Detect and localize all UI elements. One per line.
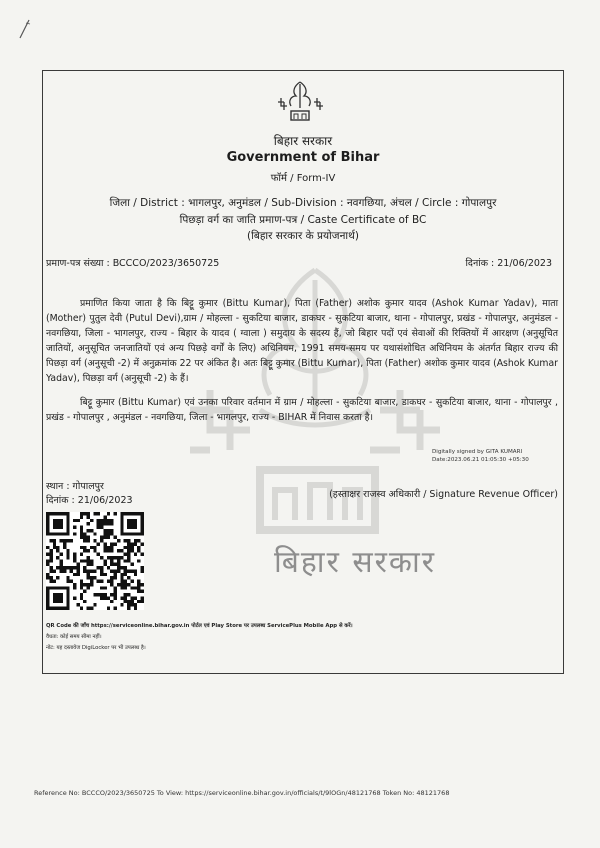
reference-footer: Reference No: BCCCO/2023/3650725 To View: https://serviceonline.bihar.gov.in/officials/t/9lOGn/48121768 Token No: 48121768: [34, 789, 450, 797]
district-line: जिला / District : भागलपुर, अनुमंडल / Sub-Division : नवगछिया, अंचल / Circle : गोपालपुर: [109, 197, 497, 209]
signature-officer: (हस्ताक्षर राजस्व अधिकारी / Signature Revenue Officer): [329, 489, 558, 500]
digital-signer: Digitally signed by GITA KUMARI: [432, 449, 523, 455]
place-label: स्थान : गोपालपुर: [46, 481, 104, 492]
certificate-paragraph-1: प्रमाणित किया जाता है कि बिट्टू कुमार (Bittu Kumar), पिता (Father) अशोक कुमार यादव (Ashok Kumar Yadav), माता (Mother) पुतुल देवी (Putul Devi),ग्राम / मोहल्ला - सुकटिया बाजार, डाकघर - सुकटिया बाजार, थाना - गोपालपुर, प्रखंड - गोपालपुर, अनुमंडल - नवगछिया, जिला - भागलपुर, राज्य - बिहार के यादव ( ग्वाला ) समुदाय के सदस्य हैं, जो बिहार पदों एवं सेवाओं की रिक्तियों में आरक्षण (अनुसूचित जातियों, अनुसूचित जनजातियों एवं अन्य पिछड़े वर्गों के लिए) अधिनियम, 1991 समय-समय पर यथासंशोधित अधिनियम के अंतर्गत बिहार राज्य की पिछड़ा वर्ग (अनुसूची -2) में अनुक्रमांक 22 पर अंकित है। अतः बिट्टू कुमार (Bittu Kumar), पिता (Father) अशोक कुमार यादव (Ashok Kumar Yadav), पिछड़ा वर्ग (अनुसूची -2) के हैं।: [46, 298, 558, 384]
issue-date-label: दिनांक : 21/06/2023: [46, 495, 133, 506]
qr-verify-note: QR Code की जाँच https://serviceonline.bihar.gov.in पोर्टल एवं Play Store पर उपलब्ध ServicePlus Mobile App से करें।: [46, 623, 353, 629]
certificate-paragraph-2: बिट्टू कुमार (Bittu Kumar) एवं उनका परिवार वर्तमान में ग्राम / मोहल्ला - सुकटिया बाजार, डाकघर - सुकटिया बाजार, थाना - गोपालपुर , प्रखंड - गोपालपुर , अनुमंडल - नवगछिया, जिला - भागलपुर, राज्य - BIHAR में निवास करता है।: [46, 397, 558, 423]
govt-english-title: Government of Bihar: [226, 150, 380, 165]
pen-mark: [14, 18, 34, 40]
certificate-number: प्रमाण-पत्र संख्या : BCCCO/2023/3650725: [46, 258, 220, 269]
caste-certificate-title: पिछड़ा वर्ग का जाति प्रमाण-पत्र / Caste Certificate of BC: [179, 214, 427, 226]
certificate-date: दिनांक : 21/06/2023: [465, 258, 552, 269]
bihar-emblem-icon: [275, 80, 325, 122]
qr-code[interactable]: [46, 512, 144, 610]
digital-signature-block: [432, 449, 529, 464]
govt-hindi-title: बिहार सरकार: [273, 134, 333, 148]
form-number: फॉर्म / Form-IV: [270, 173, 336, 184]
purpose-line: (बिहार सरकार के प्रयोजनार्थ): [247, 230, 359, 242]
digilocker-note: नोट: यह दस्तावेज DigiLocker पर भी उपलब्ध है।: [46, 645, 146, 651]
validity-note: वैधता: कोई समय सीमा नहीं।: [46, 634, 102, 640]
watermark-text: बिहार सरकार: [273, 545, 437, 580]
digital-sign-date: Date:2023.06.21 01:05:30 +05:30: [432, 456, 529, 463]
